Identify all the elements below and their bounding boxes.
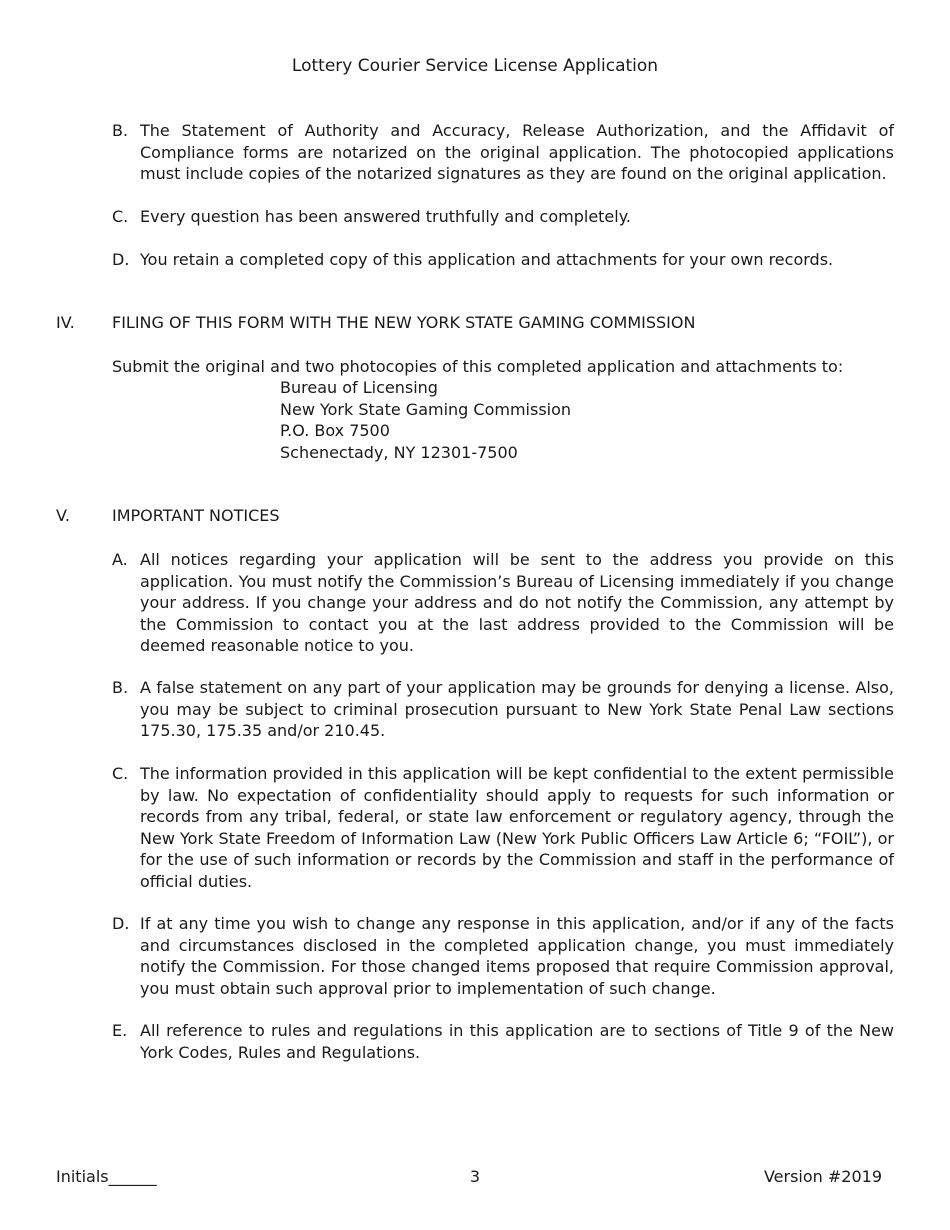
address-line: Schenectady, NY 12301-7500 <box>280 442 518 462</box>
item-letter: D. <box>112 914 130 933</box>
page-number: 3 <box>469 1167 481 1186</box>
item-text: You retain a completed copy of this application and attachments for your own records. <box>140 250 834 269</box>
page-header-title: Lottery Courier Service License Application <box>291 56 659 76</box>
section-title: IMPORTANT NOTICES <box>112 506 280 525</box>
item-text: A false statement on any part of your application may be grounds for denying a license. Also, you may be subject to criminal prosecution pursuant to New York State Penal Law sections 175.30, 175.35 and/or 210.45. <box>140 678 894 740</box>
section-number: V. <box>56 506 70 525</box>
item-text: Every question has been answered truthfully and completely. <box>140 207 631 226</box>
section-title: FILING OF THIS FORM WITH THE NEW YORK STATE GAMING COMMISSION <box>112 313 696 332</box>
item-text: The Statement of Authority and Accuracy, Release Authorization, and the Affidavit of Compliance forms are notarized on the original application. The photocopied applications must include copies of the notarized signatures as they are found on the original application. <box>140 121 894 183</box>
version-label: Version #2019 <box>763 1167 882 1186</box>
item-letter: B. <box>112 678 129 697</box>
section-heading-v <box>56 505 280 527</box>
mailing-address <box>280 377 571 463</box>
section-heading-iv <box>56 312 695 334</box>
item-letter: B. <box>112 121 129 140</box>
address-line: P.O. Box 7500 <box>280 421 390 440</box>
item-text: All reference to rules and regulations in this application are to sections of Title 9 of the New York Codes, Rules and Regulations. <box>140 1021 894 1062</box>
list-item-c <box>112 206 894 228</box>
submit-instruction: Submit the original and two photocopies of this completed application and attachments to: <box>112 357 844 376</box>
address-line: Bureau of Licensing <box>280 378 438 397</box>
notice-item-b <box>112 677 894 742</box>
item-letter: C. <box>112 764 129 783</box>
address-line: New York State Gaming Commission <box>280 399 572 419</box>
item-letter: C. <box>112 207 129 226</box>
notice-item-c <box>112 763 894 892</box>
item-letter: A. <box>112 550 128 569</box>
item-text: All notices regarding your application will be sent to the address you provide on this application. You must notify the Commission’s Bureau of Licensing immediately if you change your address. If you change your address and do not notify the Commission, any attempt by the Commission to contact you at the last address provided to the Commission will be deemed reasonable notice to you. <box>140 550 894 655</box>
section-number: IV. <box>56 313 75 332</box>
item-text: If at any time you wish to change any response in this application, and/or if any of the facts and circumstances disclosed in the completed application change, you must immediately notify the Commission. For those changed items proposed that require Commission approval, you must obtain such approval prior to implementation of such change. <box>140 914 894 998</box>
notice-item-e <box>112 1020 894 1063</box>
list-item-b <box>112 120 894 185</box>
initials-field: Initials______ <box>56 1167 157 1186</box>
item-letter: D. <box>112 250 130 269</box>
notice-item-d <box>112 913 894 999</box>
item-letter: E. <box>112 1021 128 1040</box>
item-text: The information provided in this application will be kept confidential to the extent permissible by law. No expectation of confidentiality should apply to requests for such information or records from any tribal, federal, or state law enforcement or regulatory agency, through the New York State Freedom of Information Law (New York Public Officers Law Article 6; “FOIL”), or for the use of such information or records by the Commission and staff in the performance of official duties. <box>140 764 894 891</box>
notice-item-a <box>112 549 894 657</box>
list-item-d <box>112 249 894 271</box>
